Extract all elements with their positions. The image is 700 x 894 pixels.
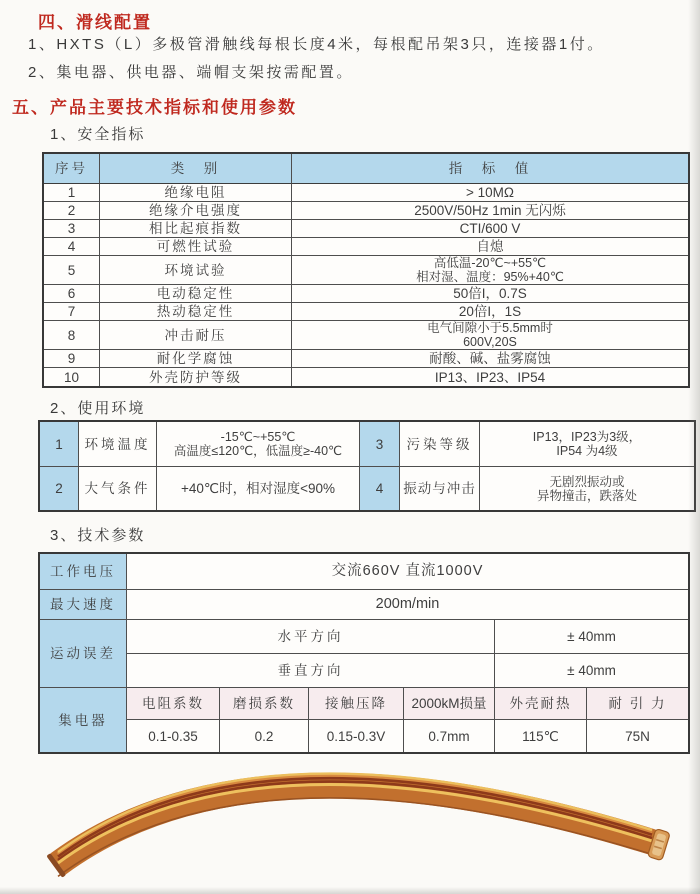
table-cell: 50倍I，0.7S bbox=[292, 285, 688, 303]
cell-line: 相对湿、温度：95%+40℃ bbox=[416, 270, 564, 284]
safety-header-category: 类 别 bbox=[100, 154, 292, 184]
cell-line: 电气间隙小于5.5mm时 bbox=[427, 321, 553, 335]
sub-label-safety: 1、安全指标 bbox=[50, 126, 146, 143]
table-cell: 环境温度 bbox=[79, 422, 157, 467]
cell-line: IP54 为4级 bbox=[556, 444, 618, 458]
table-cell: 运动误差 bbox=[40, 620, 127, 688]
table-cell: 绝缘介电强度 bbox=[100, 202, 292, 220]
table-cell: 耐 引 力 bbox=[587, 688, 688, 720]
section-heading-tech-indicators: 五、产品主要技术指标和使用参数 bbox=[12, 98, 297, 117]
slide-wire-rail-photo bbox=[40, 768, 670, 894]
table-cell: CTI/600 V bbox=[292, 220, 688, 238]
table-cell: 接触压降 bbox=[309, 688, 404, 720]
table-cell: 9 bbox=[44, 350, 100, 368]
table-cell bbox=[157, 422, 360, 467]
sub-label-environment: 2、使用环境 bbox=[50, 400, 146, 417]
cell-line: 600V,20S bbox=[463, 335, 517, 349]
table-cell bbox=[292, 321, 688, 350]
table-cell: 振动与冲击 bbox=[400, 467, 480, 510]
table-cell: 2500V/50Hz 1min 无闪烁 bbox=[292, 202, 688, 220]
table-cell: 2000kM损量 bbox=[404, 688, 495, 720]
table-cell: 垂直方向 bbox=[127, 654, 495, 688]
cell-line: 无剧烈振动或 bbox=[549, 474, 625, 489]
cell-line: 异物撞击，跌落处 bbox=[536, 488, 637, 503]
cell-line: IP13，IP23为3级， bbox=[532, 430, 642, 444]
table-cell: 外壳防护等级 bbox=[100, 368, 292, 386]
table-cell: 集电器 bbox=[40, 688, 127, 752]
table-cell: 交流660V 直流1000V bbox=[127, 554, 688, 590]
table-cell: 3 bbox=[44, 220, 100, 238]
table-cell: IP13、IP23、IP54 bbox=[292, 368, 688, 386]
table-cell: 环境试验 bbox=[100, 256, 292, 285]
table-cell: 2 bbox=[44, 202, 100, 220]
table-cell: 最大速度 bbox=[40, 590, 127, 620]
table-cell: 0.7mm bbox=[404, 720, 495, 752]
table-cell: 电阻系数 bbox=[127, 688, 220, 720]
table-cell: 0.15-0.3V bbox=[309, 720, 404, 752]
table-cell: 绝缘电阻 bbox=[100, 184, 292, 202]
safety-header-value: 指 标 值 bbox=[292, 154, 688, 184]
table-cell: ± 40mm bbox=[495, 654, 688, 688]
config-item-1: 1、HXTS（L）多极管滑触线每根长度4米，每根配吊架3只，连接器1付。 bbox=[28, 36, 605, 53]
table-cell: 5 bbox=[44, 256, 100, 285]
section-heading-slide-wire-config: 四、滑线配置 bbox=[38, 13, 152, 32]
table-cell: 水平方向 bbox=[127, 620, 495, 654]
table-cell: 0.1-0.35 bbox=[127, 720, 220, 752]
table-cell: 热动稳定性 bbox=[100, 303, 292, 321]
safety-table bbox=[42, 152, 690, 388]
scan-edge-shadow-right bbox=[688, 0, 700, 894]
cell-line: 高低温-20℃~+55℃ bbox=[433, 256, 547, 270]
table-cell bbox=[292, 256, 688, 285]
table-cell: 1 bbox=[44, 184, 100, 202]
table-cell: 大气条件 bbox=[79, 467, 157, 510]
table-cell: 工作电压 bbox=[40, 554, 127, 590]
table-cell: 磨损系数 bbox=[220, 688, 309, 720]
table-cell: 耐化学腐蚀 bbox=[100, 350, 292, 368]
table-cell: 200m/min bbox=[127, 590, 688, 620]
table-cell: 外壳耐热 bbox=[495, 688, 587, 720]
config-item-2: 2、集电器、供电器、端帽支架按需配置。 bbox=[28, 64, 354, 81]
table-cell: 2 bbox=[40, 467, 79, 510]
sub-label-tech-params: 3、技术参数 bbox=[50, 527, 146, 544]
table-cell: 6 bbox=[44, 285, 100, 303]
table-cell: 20倍I，1S bbox=[292, 303, 688, 321]
cell-line: -15℃~+55℃ bbox=[220, 430, 296, 444]
table-cell: 耐酸、碱、盐雾腐蚀 bbox=[292, 350, 688, 368]
table-cell bbox=[480, 467, 694, 510]
table-cell: 电动稳定性 bbox=[100, 285, 292, 303]
table-cell: 自熄 bbox=[292, 238, 688, 256]
table-cell: 8 bbox=[44, 321, 100, 350]
tech-params-table bbox=[38, 552, 690, 754]
table-cell: 115℃ bbox=[495, 720, 587, 752]
environment-table bbox=[38, 420, 696, 512]
scan-edge-shadow-bottom bbox=[0, 887, 700, 894]
table-cell: > 10MΩ bbox=[292, 184, 688, 202]
table-cell: 1 bbox=[40, 422, 79, 467]
table-cell: 可燃性试验 bbox=[100, 238, 292, 256]
table-cell: 冲击耐压 bbox=[100, 321, 292, 350]
table-cell: 10 bbox=[44, 368, 100, 386]
table-cell: 3 bbox=[360, 422, 400, 467]
table-cell: 75N bbox=[587, 720, 688, 752]
table-cell: 0.2 bbox=[220, 720, 309, 752]
cell-line: 高温度≤120℃，低温度≥-40℃ bbox=[173, 444, 343, 458]
table-cell: 7 bbox=[44, 303, 100, 321]
table-cell: 污染等级 bbox=[400, 422, 480, 467]
safety-header-no: 序号 bbox=[44, 154, 100, 184]
table-cell: +40℃时，相对湿度<90% bbox=[157, 467, 360, 510]
table-cell: 4 bbox=[44, 238, 100, 256]
table-cell: 4 bbox=[360, 467, 400, 510]
table-cell: 相比起痕指数 bbox=[100, 220, 292, 238]
table-cell bbox=[480, 422, 694, 467]
table-cell: ± 40mm bbox=[495, 620, 688, 654]
